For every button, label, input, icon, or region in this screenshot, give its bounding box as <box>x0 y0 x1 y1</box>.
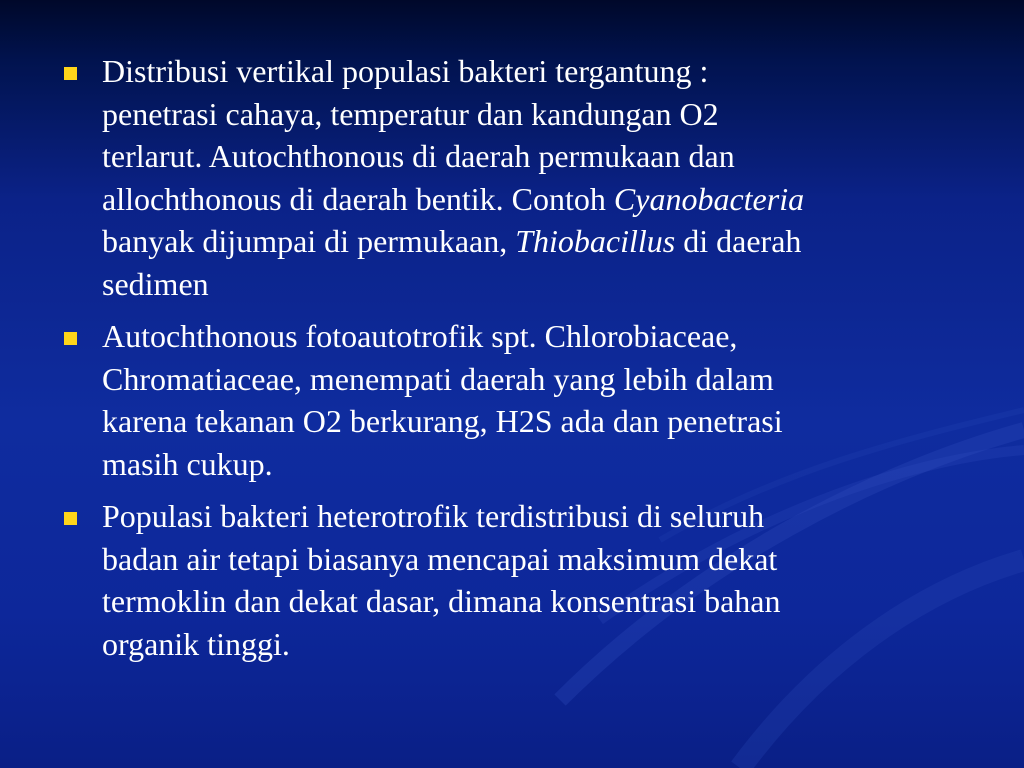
text-run: Populasi bakteri heterotrofik terdistribusi di seluruh badan air tetapi biasanya mencapai maksimum dekat termoklin dan dekat dasar, dimana konsentrasi bahan organik tinggi. <box>102 498 781 662</box>
square-bullet-icon <box>64 67 77 80</box>
italic-term: Cyanobacteria <box>613 180 805 217</box>
square-bullet-icon <box>64 512 77 525</box>
text-run: Distribusi vertikal populasi bakteri tergantung : penetrasi cahaya, temperatur dan kandungan O2 terlarut. Autochthonous di daerah permukaan dan allochthonous di daerah bentik. Contoh <box>102 53 735 217</box>
bullet-list <box>60 50 960 675</box>
square-bullet-icon <box>64 332 77 345</box>
bullet-text <box>102 50 960 305</box>
bullet-item <box>60 495 960 665</box>
bullet-item <box>60 315 960 485</box>
text-run: Autochthonous fotoautotrofik spt. Chlorobiaceae, Chromatiaceae, menempati daerah yang lebih dalam karena tekanan O2 berkurang, H2S ada dan penetrasi masih cukup. <box>102 318 783 482</box>
text-run: di daerah sedimen <box>102 223 802 302</box>
bullet-text <box>102 495 960 665</box>
italic-term: Thiobacillus <box>515 223 676 259</box>
text-run: banyak dijumpai di permukaan, <box>102 223 508 259</box>
bullet-item <box>60 50 960 305</box>
bullet-text <box>102 315 960 485</box>
